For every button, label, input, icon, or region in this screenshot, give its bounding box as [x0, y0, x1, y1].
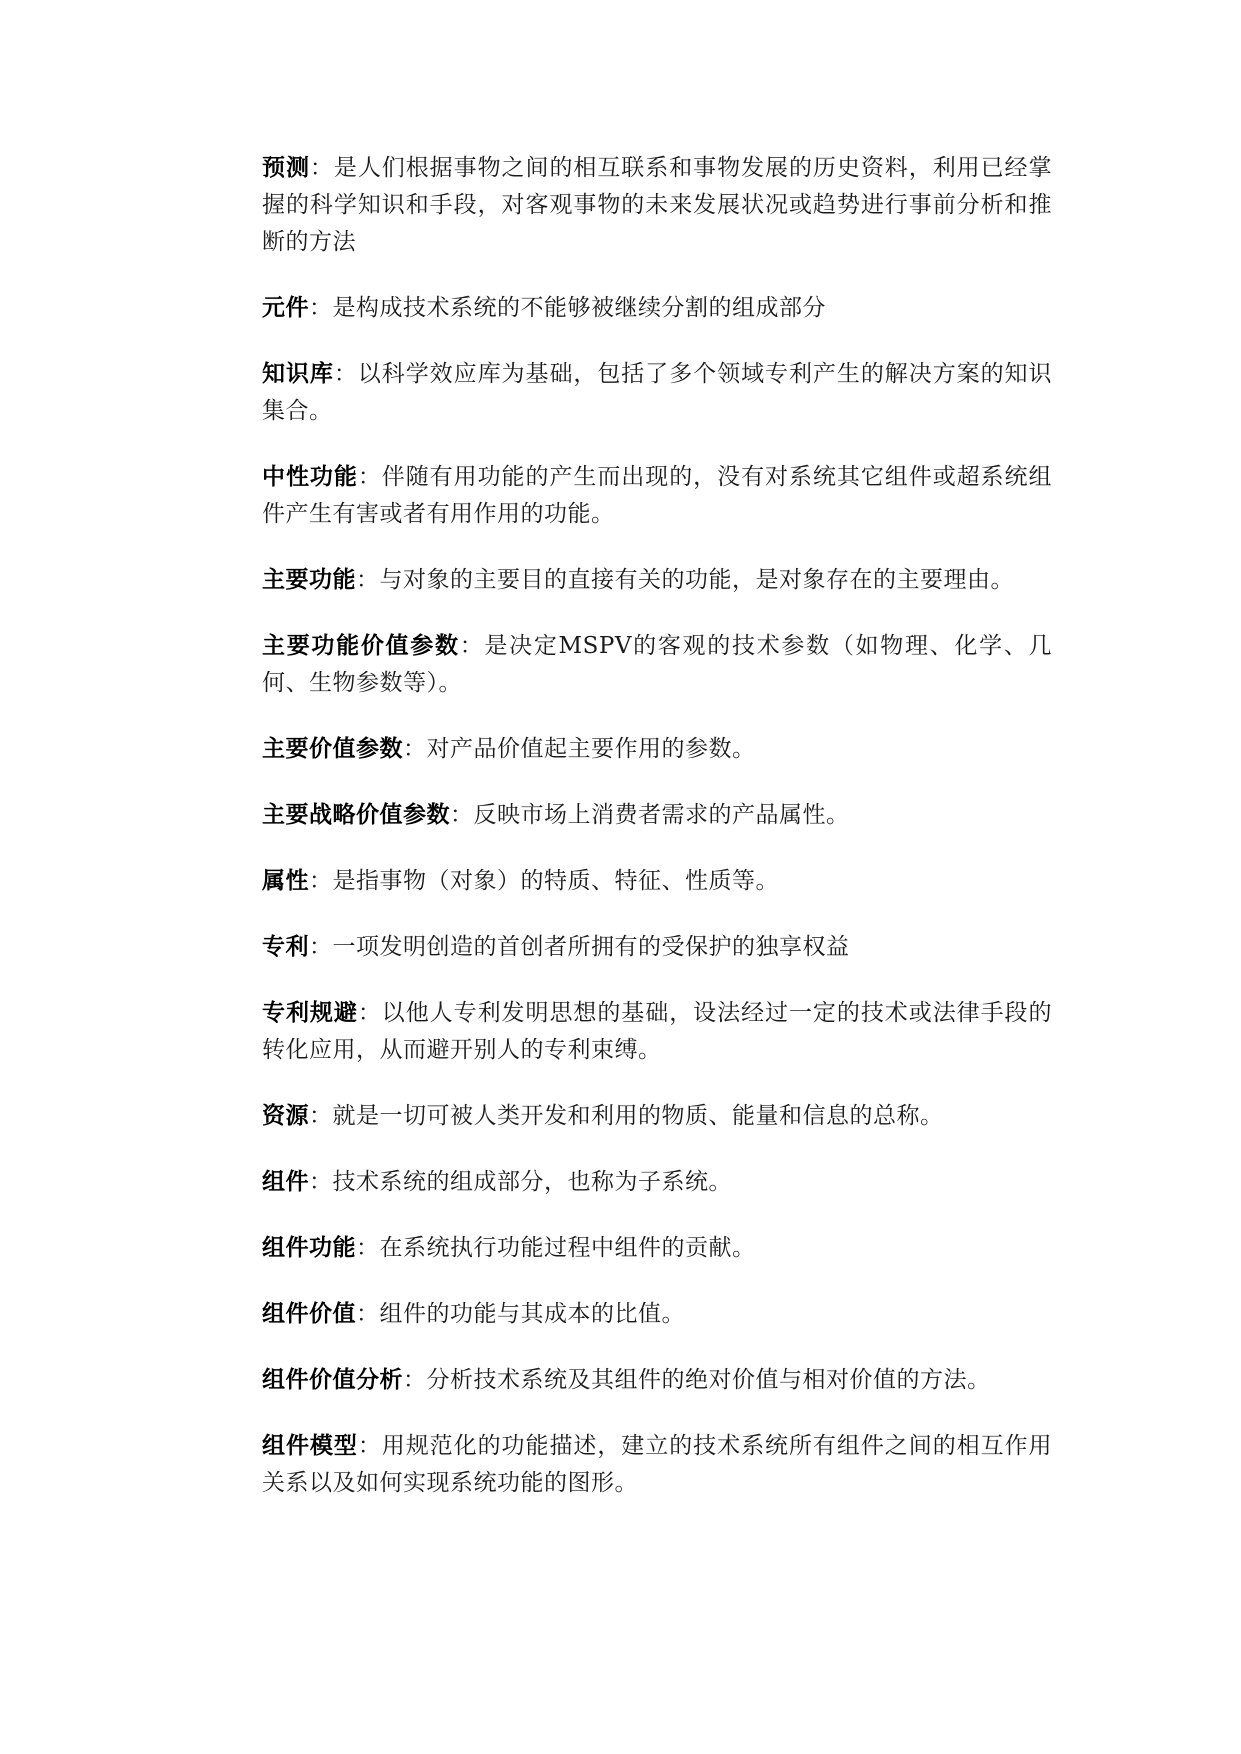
glossary-definition: 一项发明创造的首创者所拥有的受保护的独享权益	[332, 934, 850, 960]
glossary-term: 组件	[262, 1169, 309, 1195]
glossary-entry	[262, 290, 1052, 327]
glossary-definition: 技术系统的组成部分，也称为子系统。	[332, 1169, 732, 1195]
glossary-entry	[262, 1362, 1052, 1399]
glossary-definition: 是构成技术系统的不能够被继续分割的组成部分	[332, 295, 826, 321]
glossary-entry	[262, 150, 1052, 261]
glossary-definition: 就是一切可被人类开发和利用的物质、能量和信息的总称。	[332, 1103, 944, 1129]
glossary-term: 组件功能	[262, 1235, 356, 1261]
glossary-term: 主要功能价值参数	[262, 633, 460, 659]
term-colon: ：	[309, 868, 333, 894]
glossary-entry	[262, 1296, 1052, 1333]
glossary-definition: 是决定MSPV的客观的技术参数（如物理、化学、几何、生物参数等）。	[262, 633, 1053, 696]
glossary-definition: 组件的功能与其成本的比值。	[379, 1301, 685, 1327]
glossary-term: 资源	[262, 1103, 309, 1129]
glossary-definition: 对产品价值起主要作用的参数。	[426, 736, 756, 762]
glossary-term: 属性	[262, 868, 309, 894]
glossary-term: 元件	[262, 295, 309, 321]
glossary-entry	[262, 1098, 1052, 1135]
term-colon: ：	[356, 1235, 380, 1261]
glossary-term: 预测	[262, 155, 310, 181]
term-colon: ：	[356, 567, 380, 593]
term-colon: ：	[403, 1367, 427, 1393]
glossary-term: 专利	[262, 934, 309, 960]
glossary-entry	[262, 995, 1052, 1069]
term-colon: ：	[357, 1433, 382, 1459]
glossary-term: 知识库	[262, 361, 334, 387]
glossary-term: 主要功能	[262, 567, 356, 593]
glossary-term: 组件模型	[262, 1433, 358, 1459]
glossary-entry	[262, 863, 1052, 900]
glossary-term: 组件价值	[262, 1301, 356, 1327]
term-colon: ：	[356, 1301, 380, 1327]
term-colon: ：	[309, 155, 334, 181]
glossary-entry	[262, 731, 1052, 768]
term-colon: ：	[309, 295, 333, 321]
glossary-definition: 是人们根据事物之间的相互联系和事物发展的历史资料，利用已经掌握的科学知识和手段，对客观事物的未来发展状况或趋势进行事前分析和推断的方法	[262, 155, 1052, 255]
glossary-entry	[262, 1164, 1052, 1201]
glossary-definition: 用规范化的功能描述，建立的技术系统所有组件之间的相互作用关系以及如何实现系统功能的图形。	[262, 1433, 1052, 1496]
glossary-definition: 伴随有用功能的产生而出现的，没有对系统其它组件或超系统组件产生有害或者有用作用的功能。	[262, 464, 1052, 527]
term-colon: ：	[357, 464, 382, 490]
glossary-term: 主要价值参数	[262, 736, 403, 762]
glossary-definition: 以他人专利发明思想的基础，设法经过一定的技术或法律手段的转化应用，从而避开别人的专利束缚。	[262, 1000, 1052, 1063]
glossary-page	[262, 150, 1052, 1531]
glossary-term: 主要战略价值参数	[262, 802, 450, 828]
term-colon: ：	[403, 736, 427, 762]
glossary-entry	[262, 628, 1052, 702]
glossary-entry	[262, 1428, 1052, 1502]
glossary-entry	[262, 356, 1052, 430]
glossary-entry	[262, 797, 1052, 834]
glossary-definition: 反映市场上消费者需求的产品属性。	[473, 802, 850, 828]
glossary-entry	[262, 562, 1052, 599]
term-colon: ：	[309, 1169, 333, 1195]
term-colon: ：	[357, 1000, 382, 1026]
glossary-definition: 在系统执行功能过程中组件的贡献。	[379, 1235, 756, 1261]
glossary-entry	[262, 929, 1052, 966]
glossary-definition: 以科学效应库为基础，包括了多个领域专利产生的解决方案的知识集合。	[262, 361, 1052, 424]
glossary-entry	[262, 459, 1052, 533]
glossary-definition: 分析技术系统及其组件的绝对价值与相对价值的方法。	[426, 1367, 991, 1393]
term-colon: ：	[333, 361, 358, 387]
glossary-entry	[262, 1230, 1052, 1267]
glossary-term: 组件价值分析	[262, 1367, 403, 1393]
glossary-term: 中性功能	[262, 464, 358, 490]
glossary-term: 专利规避	[262, 1000, 358, 1026]
term-colon: ：	[459, 633, 485, 659]
term-colon: ：	[309, 934, 333, 960]
glossary-definition: 是指事物（对象）的特质、特征、性质等。	[332, 868, 779, 894]
term-colon: ：	[450, 802, 474, 828]
term-colon: ：	[309, 1103, 333, 1129]
glossary-definition: 与对象的主要目的直接有关的功能，是对象存在的主要理由。	[379, 567, 1014, 593]
